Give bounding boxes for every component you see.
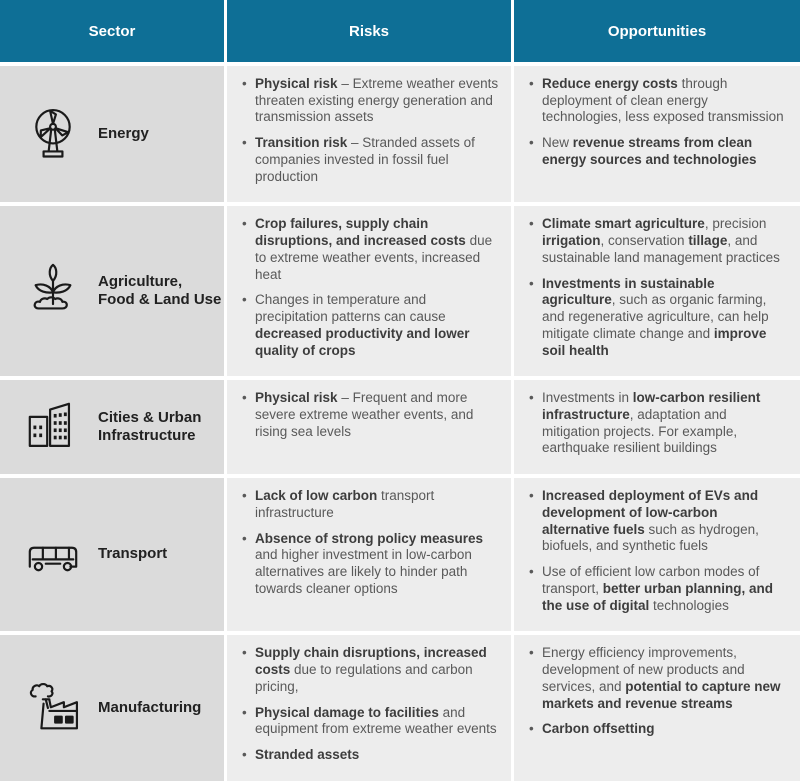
risks-cell — [227, 478, 511, 631]
table-body — [0, 66, 800, 781]
opportunity-item: • Use of efficient low carbon modes of transport, better urban planning, and the use of digital technologies — [528, 564, 788, 614]
buildings-icon — [24, 394, 82, 460]
risks-list — [241, 216, 499, 359]
opportunities-cell — [514, 206, 800, 376]
table-row — [0, 206, 800, 376]
opportunity-item: • Investments in sustainable agriculture, such as organic farming, and regenerative agriculture, can help mitigate climate change and improve soil health — [528, 276, 788, 360]
risk-item: • Physical damage to facilities and equipment from extreme weather events — [241, 705, 499, 738]
opportunities-list — [528, 76, 788, 169]
risk-item: • Absence of strong policy measures and higher investment in low-carbon alternatives are likely to hinder path towards cleaner options — [241, 531, 499, 598]
sector-label: Transport — [98, 545, 168, 563]
sector-label: Agriculture, Food & Land Use — [98, 272, 222, 309]
table-row — [0, 66, 800, 202]
bus-icon — [24, 522, 82, 588]
opportunity-item: • Investments in low-carbon resilient infrastructure, adaptation and mitigation projects. For example, earthquake resilient buildings — [528, 390, 788, 457]
table-row — [0, 635, 800, 780]
opportunity-item: • Increased deployment of EVs and development of low-carbon alternative fuels such as hydrogen, biofuels, and synthetic fuels — [528, 488, 788, 555]
opportunities-cell — [514, 380, 800, 474]
risks-cell — [227, 206, 511, 376]
risks-list — [241, 76, 499, 185]
risks-cell — [227, 66, 511, 202]
header-opportunities: Opportunities — [514, 0, 800, 62]
sector-label: Manufacturing — [98, 698, 202, 716]
opportunities-cell — [514, 66, 800, 202]
opportunities-cell — [514, 478, 800, 631]
risks-list — [241, 390, 499, 440]
risk-item: • Supply chain disruptions, increased costs due to regulations and carbon pricing, — [241, 645, 499, 695]
opportunity-item: • Reduce energy costs through deployment of clean energy technologies, less exposed transmission — [528, 76, 788, 126]
sector-cell-transport — [0, 478, 224, 631]
risk-item: • Physical risk – Frequent and more severe extreme weather events, and rising sea levels — [241, 390, 499, 440]
header-risks: Risks — [227, 0, 511, 62]
opportunities-list — [528, 216, 788, 359]
wind-turbine-icon — [24, 101, 82, 167]
risks-list — [241, 645, 499, 763]
opportunities-list — [528, 390, 788, 457]
opportunities-list — [528, 645, 788, 738]
risks-list — [241, 488, 499, 597]
sector-cell-cities — [0, 380, 224, 474]
table-row — [0, 478, 800, 631]
risk-item: • Stranded assets — [241, 747, 499, 764]
table-header-row — [0, 0, 800, 62]
opportunity-item: • Energy efficiency improvements, development of new products and services, and potential to capture new markets and revenue streams — [528, 645, 788, 712]
seedling-icon — [24, 258, 82, 324]
table-row — [0, 380, 800, 474]
sector-label: Energy — [98, 124, 149, 142]
risk-item: • Crop failures, supply chain disruptions, and increased costs due to extreme weather events, increased heat — [241, 216, 499, 283]
risk-item: • Transition risk – Stranded assets of companies invested in fossil fuel production — [241, 135, 499, 185]
header-sector: Sector — [0, 0, 224, 62]
opportunity-item: • New revenue streams from clean energy sources and technologies — [528, 135, 788, 168]
risk-item: • Physical risk – Extreme weather events threaten existing energy generation and transmission assets — [241, 76, 499, 126]
sector-cell-agriculture — [0, 206, 224, 376]
sector-label: Cities & Urban Infrastructure — [98, 408, 202, 445]
opportunity-item: • Climate smart agriculture, precision irrigation, conservation tillage, and sustainable land management practices — [528, 216, 788, 266]
opportunity-item: • Carbon offsetting — [528, 721, 788, 738]
sector-cell-energy — [0, 66, 224, 202]
opportunities-list — [528, 488, 788, 614]
risks-cell — [227, 380, 511, 474]
risk-item: • Lack of low carbon transport infrastructure — [241, 488, 499, 521]
factory-icon — [24, 675, 82, 741]
risks-cell — [227, 635, 511, 780]
sector-cell-manufacturing — [0, 635, 224, 780]
risk-item: • Changes in temperature and precipitation patterns can cause decreased productivity and lower quality of crops — [241, 292, 499, 359]
opportunities-cell — [514, 635, 800, 780]
